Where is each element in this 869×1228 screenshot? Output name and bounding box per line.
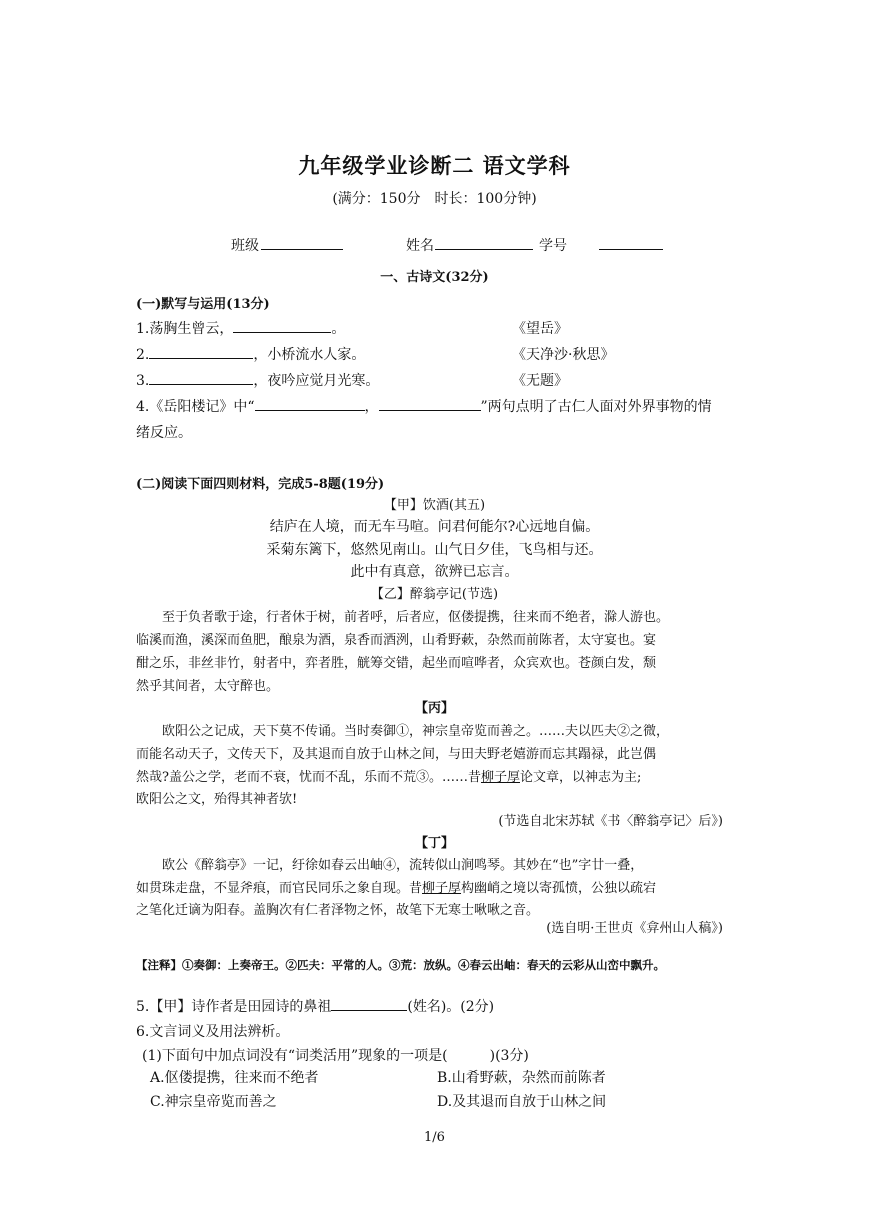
q5-suffix: (姓名)。(2分) — [407, 999, 495, 1015]
question-3 — [136, 370, 379, 390]
question-6-1: (1)下面句中加点词没有“词类活用”现象的一项是( )(3分) — [142, 1048, 529, 1064]
question-2 — [136, 344, 365, 364]
q4-blank-1[interactable] — [255, 396, 365, 411]
question-4 — [136, 396, 712, 416]
q1-source: 《望岳》 — [512, 321, 568, 337]
yi-title: 【乙】醉翁亭记(节选) — [370, 587, 499, 602]
q3-source: 《无题》 — [512, 373, 568, 389]
yi-line-1: 至于负者歌于途，行者休于树，前者呼，后者应，伛偻提携，往来而不绝者，滁人游也。 — [136, 610, 670, 625]
ding-source: (选自明·王世贞《弇州山人稿》) — [546, 921, 723, 936]
bing-line-3 — [136, 766, 641, 785]
ding-title: 【丁】 — [414, 836, 454, 851]
jia-line-2: 采菊东篱下，悠然见南山。山气日夕佳，飞鸟相与还。 — [266, 542, 603, 558]
option-d[interactable]: D.及其退而自放于山林之间 — [437, 1094, 607, 1110]
part1-heading: (一)默写与运用(13分) — [136, 297, 270, 312]
part2-heading: (二)阅读下面四则材料，完成5-8题(19分) — [136, 477, 385, 492]
q1-prefix: 1.荡胸生曾云， — [136, 321, 234, 337]
question-5 — [136, 996, 494, 1016]
yi-line-2: 临溪而渔，溪深而鱼肥，酿泉为酒，泉香而酒洌，山肴野蔌，杂然而前陈者，太守宴也。宴 — [136, 633, 657, 648]
bing-line-3-text: 然哉?盖公之学，老而不衰，忧而不乱，乐而不荒③。……昔 — [136, 770, 481, 785]
q2-suffix: ，小桥流水人家。 — [253, 347, 366, 363]
number-label: 学号 — [539, 238, 567, 254]
annotation-note: 【注释】①奏御：上奏帝王。②匹夫：平常的人。③荒：放纵。④春云出岫：春天的云彩从山峦中飘升。 — [136, 958, 665, 972]
q4-mid: ， — [364, 399, 379, 415]
bing-line-3-tail: 论文章，以神志为主; — [520, 770, 642, 785]
jia-line-1: 结庐在人境，而无车马喧。问君何能尔?心远地自偏。 — [269, 519, 600, 535]
q1-suffix: 。 — [331, 321, 346, 337]
name-field[interactable] — [435, 235, 533, 250]
option-b[interactable]: B.山肴野蔌，杂然而前陈者 — [437, 1070, 606, 1086]
question-6: 6.文言词义及用法辨析。 — [136, 1024, 290, 1040]
q4-blank-2[interactable] — [379, 396, 481, 411]
ding-line-3: 之笔化迁谪为阳春。盖胸次有仁者泽物之怀，故笔下无寒士啾啾之音。 — [136, 903, 540, 918]
bing-line-4: 欧阳公之文，殆得其神者欤! — [136, 792, 298, 807]
q5-blank[interactable] — [331, 996, 407, 1011]
q1-blank[interactable] — [233, 318, 331, 333]
page-title: 九年级学业诊断二 语文学科 — [298, 153, 571, 178]
question-1 — [136, 318, 345, 338]
name-label: 姓名 — [406, 238, 434, 254]
q3-blank[interactable] — [149, 370, 253, 385]
bing-title: 【丙】 — [414, 701, 454, 716]
q3-prefix: 3. — [136, 373, 150, 389]
class-field[interactable] — [261, 235, 343, 250]
q5-prefix: 5.【甲】诗作者是田园诗的鼻祖 — [136, 999, 332, 1015]
ding-line-2-a: 如贯珠走盘，不显斧痕，而官民同乐之象自现。昔 — [136, 881, 423, 896]
q2-source: 《天净沙·秋思》 — [512, 347, 615, 363]
option-a[interactable]: A.伛偻提携，往来而不绝者 — [150, 1070, 319, 1086]
page-number: 1/6 — [424, 1130, 445, 1145]
q4-prefix: 4.《岳阳楼记》中“ — [136, 399, 255, 415]
q3-suffix: ，夜吟应觉月光寒。 — [253, 373, 380, 389]
bing-line-1: 欧阳公之记成，天下莫不传诵。当时奏御①，神宗皇帝览而善之。……夫以匹夫②之微， — [136, 724, 670, 739]
class-label: 班级 — [231, 238, 259, 254]
q2-prefix: 2. — [136, 347, 150, 363]
bing-underlined-name: 柳子厚 — [480, 770, 520, 785]
jia-line-3: 此中有真意，欲辨已忘言。 — [350, 564, 519, 580]
ding-line-2-b: 构幽峭之境以寄孤愤，公独以疏宕 — [461, 881, 657, 896]
bing-line-2: 而能名动天子，文传天下，及其退而自放于山林之间，与田夫野老嬉游而忘其蹋禄，此岂偶 — [136, 747, 657, 762]
q2-blank[interactable] — [149, 344, 253, 359]
ding-line-2 — [136, 877, 656, 896]
section-heading: 一、古诗文(32分) — [380, 270, 489, 285]
page-subtitle: (满分：150分 时长：100分钟) — [332, 191, 537, 207]
ding-line-1: 欧公《醉翁亭》一记，纡徐如春云出岫④，流转似山涧鸣琴。其妙在“也”字廿一叠， — [136, 858, 644, 873]
jia-title: 【甲】饮酒(其五) — [383, 498, 486, 513]
ding-underlined-name: 柳子厚 — [422, 881, 462, 896]
q4-line2: 绪反应。 — [136, 425, 192, 441]
bing-source: (节选自北宋苏轼《书〈醉翁亭记〉后》) — [498, 814, 723, 829]
q4-suffix: ”两句点明了古仁人面对外界事物的情 — [480, 399, 712, 415]
yi-line-3: 酣之乐，非丝非竹，射者中，弈者胜，觥筹交错，起坐而喧哗者，众宾欢也。苍颜白发，颓 — [136, 656, 657, 671]
option-c[interactable]: C.神宗皇帝览而善之 — [150, 1094, 277, 1110]
number-field[interactable] — [599, 235, 663, 250]
yi-line-4: 然乎其间者，太守醉也。 — [136, 679, 280, 694]
